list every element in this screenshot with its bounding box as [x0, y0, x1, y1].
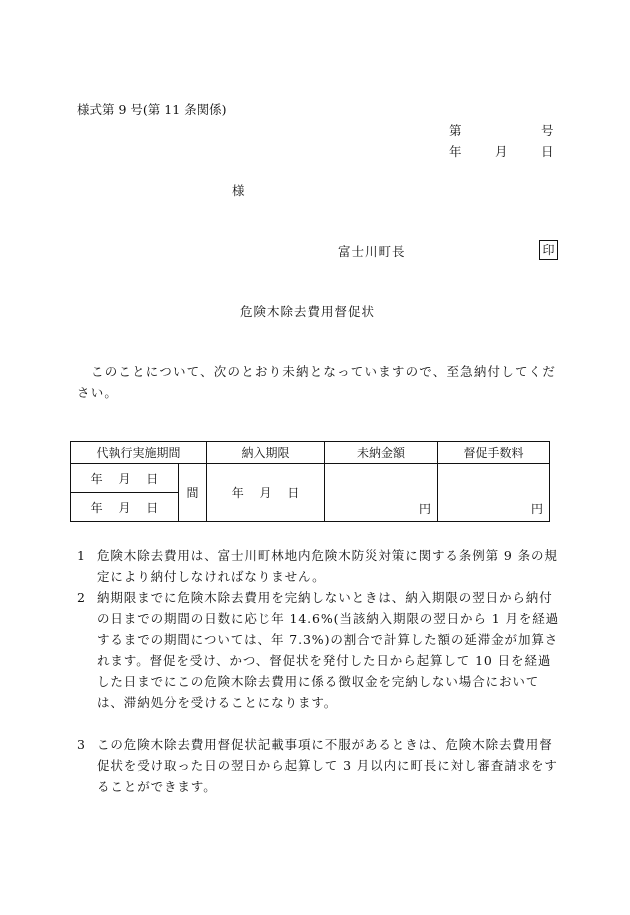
doc-number-suffix: 号 — [541, 123, 554, 138]
document-title: 危険木除去費用督促状 — [240, 304, 376, 319]
due-date-value: 年 月 日 — [207, 464, 325, 522]
note-text: 危険木除去費用は、富士川町林地内危険木防災対策に関する条例第 9 条の規定により納付しなければなりません。 — [97, 548, 558, 584]
note-number: 1 — [77, 548, 86, 563]
form-label: 様式第 9 号(第 11 条関係) — [77, 102, 227, 117]
header-enforcement-period: 代執行実施期間 — [71, 442, 207, 464]
doc-number-prefix: 第 — [449, 123, 462, 138]
period-between: 間 — [179, 464, 207, 522]
note-number: 3 — [77, 737, 86, 752]
note-text: この危険木除去費用督促状記載事項に不服があるときは、危険木除去費用督促状を受け取った日の翌日から起算して 3 月以内に町長に対し審査請求をすることができます。 — [97, 737, 558, 794]
period-start-date: 年 月 日 — [71, 464, 179, 493]
unpaid-amount-unit: 円 — [325, 464, 438, 522]
note-item — [77, 587, 562, 713]
reminder-fee-unit: 円 — [438, 464, 550, 522]
period-end-date: 年 月 日 — [71, 493, 179, 522]
header-reminder-fee: 督促手数料 — [438, 442, 550, 464]
note-item — [77, 734, 562, 797]
date-year: 年 — [449, 144, 462, 159]
date-month: 月 — [495, 144, 508, 159]
header-unpaid-amount: 未納金額 — [325, 442, 438, 464]
seal-mark: 印 — [539, 240, 558, 260]
body-text: このことについて、次のとおり未納となっていますので、至急納付してください。 — [77, 364, 557, 400]
note-number: 2 — [77, 590, 86, 605]
issuer-title: 富士川町長 — [338, 244, 406, 259]
header-due-date: 納入期限 — [207, 442, 325, 464]
payment-table — [70, 441, 550, 522]
note-text: 納期限までに危険木除去費用を完納しないときは、納入期限の翌日から納付の日までの期間の日数に応じ年 14.6%(当該納入期限の翌日から 1 月を経過するまでの期間については、年 7.3%)の割合で計算した額の延滞金が加算されます。督促を受け、かつ、督促状を発付した日から起算して 10 日を経過した日までにこの危険木除去費用に係る徴収金を完納しない場合においては、滞納処分を受けることになります。 — [97, 590, 560, 710]
note-item — [77, 545, 562, 587]
addressee-honorific: 様 — [232, 183, 245, 198]
date-day: 日 — [541, 144, 554, 159]
